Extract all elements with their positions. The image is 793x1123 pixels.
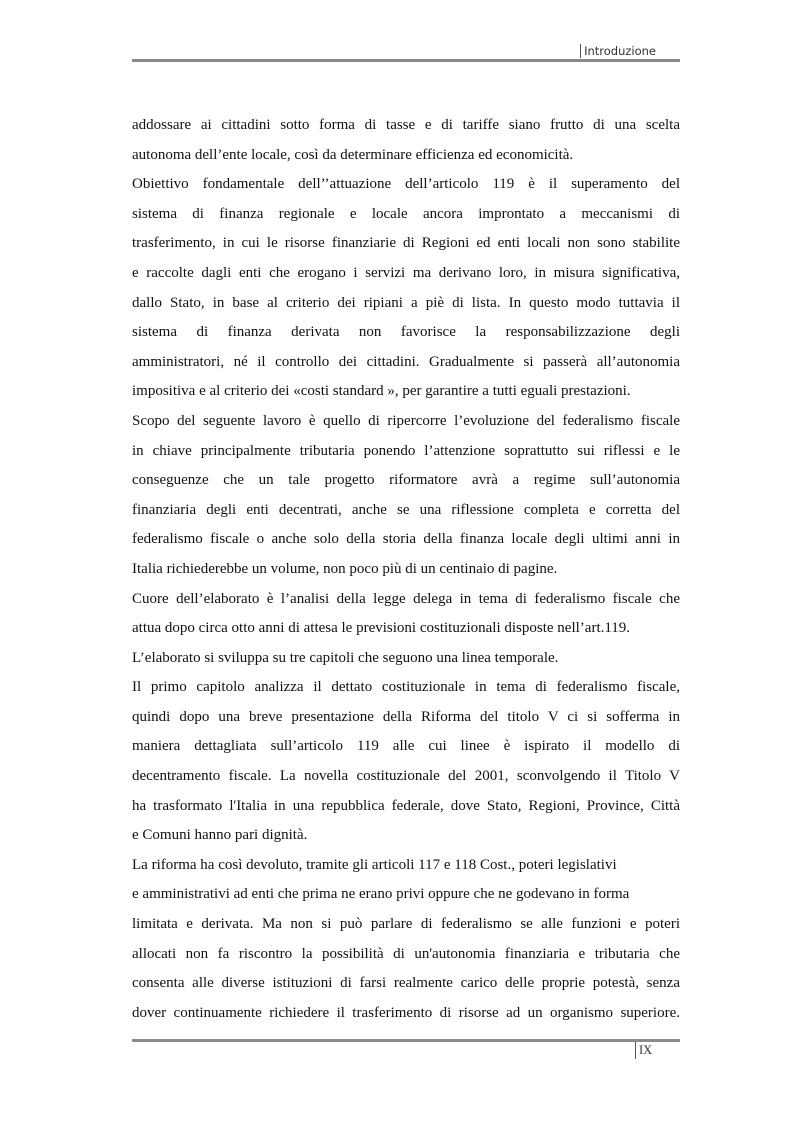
text-line: in chiave principalmente tributaria ponendo l’attenzione soprattutto sui riflessi e le xyxy=(132,442,680,459)
text-line: trasferimento, in cui le risorse finanziarie di Regioni ed enti locali non sono stabilite xyxy=(132,235,680,252)
text-line: sistema di finanza derivata non favorisce la responsabilizzazione degli xyxy=(132,324,680,341)
text-line: federalismo fiscale o anche solo della storia della finanza locale degli ultimi anni in xyxy=(132,531,680,548)
text-line: Scopo del seguente lavoro è quello di ripercorre l’evoluzione del federalismo fiscale xyxy=(132,412,680,429)
text-line: sistema di finanza regionale e locale ancora improntato a meccanismi di xyxy=(132,205,680,222)
text-line: dallo Stato, in base al criterio dei ripiani a piè di lista. In questo modo tuttavia il xyxy=(132,294,680,311)
text-line: Il primo capitolo analizza il dettato costituzionale in tema di federalismo fiscale, xyxy=(132,679,680,696)
text-line: conseguenze che un tale progetto riformatore avrà a regime sull’autonomia xyxy=(132,472,680,489)
text-line: Cuore dell’elaborato è l’analisi della legge delega in tema di federalismo fiscale che xyxy=(132,590,680,607)
text-line: Italia richiederebbe un volume, non poco più di un centinaio di pagine. xyxy=(132,560,558,577)
text-line: ha trasformato l'Italia in una repubblica federale, dove Stato, Regioni, Province, Città xyxy=(132,797,680,814)
text-line: dover continuamente richiedere il trasferimento di risorse ad un organismo superiore. xyxy=(132,1004,680,1021)
text-line: attua dopo circa otto anni di attesa le previsioni costituzionali disposte nell’art.119. xyxy=(132,620,631,637)
header-rule xyxy=(132,59,680,62)
text-line: e Comuni hanno pari dignità. xyxy=(132,827,308,844)
text-line: decentramento fiscale. La novella costituzionale del 2001, sconvolgendo il Titolo V xyxy=(132,768,680,785)
text-line: autonoma dell’ente locale, così da determinare efficienza ed economicità. xyxy=(132,146,574,163)
text-line: e raccolte dagli enti che erogano i servizi ma derivano loro, in misura significativa, xyxy=(132,264,680,281)
text-line: addossare ai cittadini sotto forma di tasse e di tariffe siano frutto di una scelta xyxy=(132,117,680,133)
text-line: Obiettivo fondamentale dell’’attuazione dell’articolo 119 è il superamento del xyxy=(132,176,680,193)
page-header xyxy=(132,40,680,64)
text-line: maniera dettagliata sull’articolo 119 alle cui linee è ispirato il modello di xyxy=(132,738,680,755)
text-line: impositiva e al criterio dei «costi standard », per garantire a tutti eguali prestazioni. xyxy=(132,383,631,400)
text-line: finanziaria degli enti decentrati, anche se una riflessione completa e corretta del xyxy=(132,501,680,518)
text-line: e amministrativi ad enti che prima ne erano privi oppure che ne godevano in forma xyxy=(132,886,630,903)
text-line: L’elaborato si sviluppa su tre capitoli che seguono una linea temporale. xyxy=(132,649,559,666)
body-text xyxy=(132,111,680,1028)
text-line: quindi dopo una breve presentazione della Riforma del titolo V ci si sofferma in xyxy=(132,708,680,725)
footer-rule xyxy=(132,1039,680,1042)
text-line: consenta alle diverse istituzioni di farsi realmente carico delle proprie potestà, senza xyxy=(132,975,680,992)
text-line: amministratori, né il controllo dei cittadini. Gradualmente si passerà all’autonomia xyxy=(132,353,680,370)
page-footer xyxy=(132,1039,680,1069)
page-number: IX xyxy=(635,1042,652,1059)
text-line: La riforma ha così devoluto, tramite gli articoli 117 e 118 Cost., poteri legislativi xyxy=(132,856,617,873)
text-line: allocati non fa riscontro la possibilità di un'autonomia finanziaria e tributaria che xyxy=(132,945,680,962)
running-header-title: Introduzione xyxy=(580,44,656,58)
text-line: limitata e derivata. Ma non si può parlare di federalismo se alle funzioni e poteri xyxy=(132,916,680,933)
